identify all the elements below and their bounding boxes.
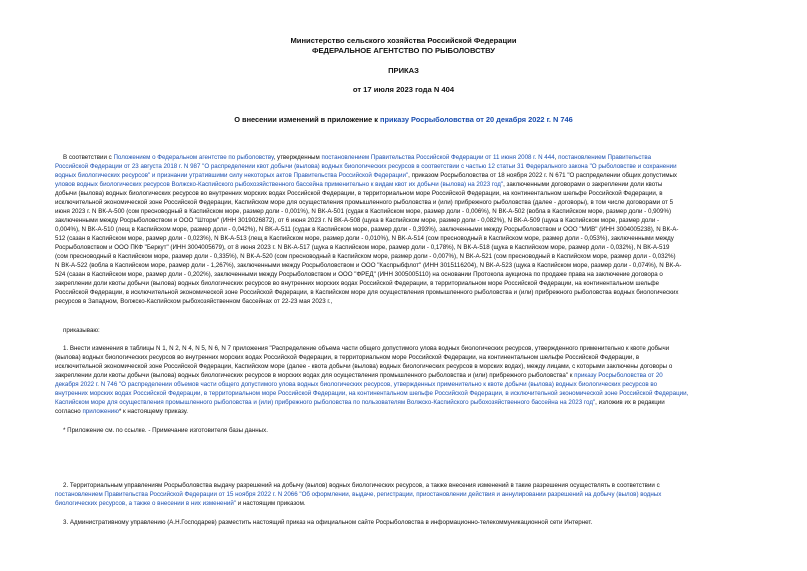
footnote: * Приложение см. по ссылке. - Примечание изготовителя базы данных. [63,427,268,434]
clause-1-line [55,381,807,389]
clause-1-line: 1. Внести изменения в таблицы N 1, N 2, N 4, N 5, N 6, N 7 приложения "Распределение объема части общего допустимого улова водных биологических ресурсов, утвержденного применительно к квоте добычи [63,345,670,352]
document-type: ПРИКАЗ [388,66,419,75]
paragraph-line: исключительной экономической зоне Российской Федерации, Каспийском море для осуществления промышленного рыболовства и (или) прибрежного рыболовства (далее - договоры), в том числе договорами от 5 [55,199,674,206]
agency-name: ФЕДЕРАЛЬНОЕ АГЕНТСТВО ПО РЫБОЛОВСТВУ [312,46,495,55]
paragraph-line: июня 2023 г. N ВК-А-500 (сом пресноводный в Каспийском море, размер доли - 0,001%), N ВК-А-501 (судак в Каспийском море, размер доли - 0,006%), N ВК-А-502 (вобла в Каспийском море, размер доли - 0,909%) [55,208,672,215]
clause-1-line: исключительной экономической зоне Российской Федерации, Каспийском море (далее - квота добычи (вылова) водных биологических ресурсов в морских водах), между лицами, с которыми заключены договоры о [55,363,673,370]
order-746-link[interactable]: приказу Росрыболовства от 20 декабря 2022 г. N 746 [379,115,573,124]
order-746-link[interactable]: внутренних морских водах Российской Федерации, в территориальном море Российской Федерации, на континентальном шельфе Российской Федерации, в исключительной экономической зоне Российской Федерации, [55,390,689,397]
paragraph-line: (сом пресноводный в Каспийском море, размер доли - 0,335%), N ВК-А-520 (сом пресноводный в Каспийском море, размер доли - 0,007%), N ВК-А-521 (сом пресноводный в Каспийском море, размер доли - 0,032%) [55,253,676,260]
paragraph-line: В соответствии с Положением о Федеральном агентстве по рыболовству, утвержденным постановлением Правительства Российской Федерации от 11 июня 2008 г. N 444, постановлением Правительства [63,154,652,161]
paragraph-line: водных биологических ресурсов" и признании утратившими силу некоторых актов Правительства Российской Федерации", приказом Росрыболовства от 18 ноября 2022 г. N 671 "О распределении общих допустимых [55,172,678,179]
clause-3-line: 3. Административному управлению (А.Н.Господарев) разместить настоящий приказ на официальном сайте Росрыболовства в информационно-телекоммуникационной сети Интернет. [63,519,593,526]
paragraph-line: Российской Федерации, в исключительной экономической зоне Российской Федерации, в Каспийском море для осуществления промышленного рыболовства и (или) прибрежного рыболовства водных биологических [55,289,679,296]
order-word: приказываю: [63,327,100,334]
document-date-number: от 17 июля 2023 года N 404 [352,85,455,94]
paragraph-line: Росрыболовством и ООО ПКФ "Беркут" (ИНН 3004005679), от 8 июня 2023 г. N ВК-А-517 (щука в Каспийском море, размер доли - 0,178%), N ВК-А-518 (щука в Каспийском море, размер доли - 0,032%), N ВК-А-519 [55,244,670,251]
resolution-987-link[interactable]: постановлением Правительства [558,154,652,161]
order-746-link[interactable]: приказу Росрыболовства от 20 [574,372,663,379]
appendix-link[interactable]: приложению [82,408,119,415]
regulation-link[interactable]: Положением о Федеральном агентстве по рыболовству [113,154,274,161]
resolution-987-link[interactable]: водных биологических ресурсов" и признании утратившими силу некоторых актов Правительства Российской Федерации" [55,172,409,179]
clause-1-line: закреплении доли квоты добычи (вылова) водных биологических ресурсов в морских водах для осуществления промышленного рыболовства и (или) прибрежного рыболовства" к приказу Росрыболовства от 20 [55,372,663,379]
clause-2-line: 2. Территориальным управлениям Росрыболовства выдачу разрешений на добычу (вылов) водных биологических ресурсов, а также внесения изменений в такие разрешения осуществлять в соответствии с [63,482,660,489]
ministry-name: Министерство сельского хозяйства Российской Федерации [290,36,517,45]
paragraph-line: 512 (сазан в Каспийском море, размер доли - 0,023%), N ВК-А-513 (лещ в Каспийском море, размер доли - 0,010%), N ВК-А-514 (сом пресноводный в Каспийском море, размер доли - 0,053%), заключенными между [55,235,674,242]
paragraph-line: уловов водных биологических ресурсов Волжско-Каспийского рыбохозяйственного бассейна применительно к видам квот их добычи (вылова) на 2023 год", заключенными договорами о закреплении доли квоты [55,181,663,188]
clause-2-line: биологических ресурсов, а также о внесении в них изменений" и настоящим приказом. [55,500,306,507]
paragraph-line: ресурсов в Западном, Волжско-Каспийском рыбохозяйственном бассейнах от 22-23 мая 2023 г., [55,298,333,305]
clause-1-line: согласно приложению* к настоящему приказу. [55,408,188,415]
clause-1-line: Каспийском море для осуществления промышленного рыболовства и (или) прибрежного рыболовства по пользователям Волжско-Каспийского рыбохозяйственного бассейна на 2023 год", изложив их в редакции [55,399,665,406]
clause-1-line [55,390,807,398]
paragraph-line: добычи (вылова) водных биологических ресурсов во внутренних морских водах Российской Федерации, в территориальном море Российской Федерации, на континентальном шельфе Российской Федерации, в [55,190,663,197]
title-text: О внесении изменений в приложение к [234,115,380,124]
order-746-link[interactable]: Каспийском море для осуществления промышленного рыболовства и (или) прибрежного рыболовства по пользователям Волжско-Каспийского рыбохозяйственного бассейна на 2023 год" [55,399,596,406]
clause-2-line [55,491,807,499]
resolution-2066-link[interactable]: биологических ресурсов, а также о внесении в них изменений" [55,500,236,507]
paragraph-line: 524 (сазан в Каспийском море, размер доли - 0,202%), заключенными между Росрыболовством и ООО "ФРЕД" (ИНН 3005005110) на основании Протокола аукциона по продаже права на заключение договора о [55,271,663,278]
order-746-link[interactable]: декабря 2022 г. N 746 "О распределении объемов части общего допустимого улова водных биологических ресурсов, утвержденных применительно к квоте добычи (вылова) водных биологических ресурсов во [55,381,658,388]
resolution-2066-link[interactable]: постановлением Правительства Российской Федерации от 15 ноября 2022 г. N 2066 "Об оформлении, выдаче, регистрации, приостановлении действия и аннулировании разрешений на добычу (вылов) водных [55,491,662,498]
paragraph-line: заключенными между Росрыболовством и ООО "Шторм" (ИНН 3019026872), от 6 июня 2023 г. N ВК-А-508 (щука в Каспийском море, размер доли - 0,082%), N ВК-А-509 (щука в Каспийском море, размер доли - [55,217,660,224]
resolution-444-link[interactable]: постановлением Правительства Российской Федерации от 11 июня 2008 г. N 444 [321,154,555,161]
order-671-link[interactable]: уловов водных биологических ресурсов Волжско-Каспийского рыбохозяйственного бассейна применительно к видам квот их добычи (вылова) на 2023 год" [55,181,504,188]
resolution-987-link[interactable]: Российской Федерации от 23 августа 2018 г. N 987 "О распределении квот добычи (вылова) водных биологических ресурсов в соответствии с частью 12 статьи 31 Федерального закона "О рыболовстве и сохранении [55,163,677,170]
document-title [0,115,807,124]
clause-1-line: (вылова) водных биологических ресурсов во внутренних морских водах Российской Федерации, в территориальном море Российской Федерации, на континентальном шельфе Российской Федерации, в [55,354,640,361]
paragraph-line: закреплении доли квоты добычи (вылова) водных биологических ресурсов во внутренних морских водах Российской Федерации, в территориальном море Российской Федерации, на континентальном шельфе [55,280,660,287]
paragraph-line: 0,004%), N ВК-А-510 (лещ в Каспийском море, размер доли - 0,042%), N ВК-А-511 (судак в Каспийском море, размер доли - 0,393%), заключенными между Росрыболовством и ООО "МИВ" (ИНН 3004005238), N ВК-А- [55,226,679,233]
paragraph-line [55,163,807,171]
paragraph-line: N ВК-А-522 (вобла в Каспийском море, размер доли - 1,267%), заключенными между Росрыболовством и ООО "Каспрыбфлот" (ИНН 3015116204), N ВК-А-523 (щука в Каспийском море, размер доли - 0,074%), N ВК-А- [55,262,682,269]
